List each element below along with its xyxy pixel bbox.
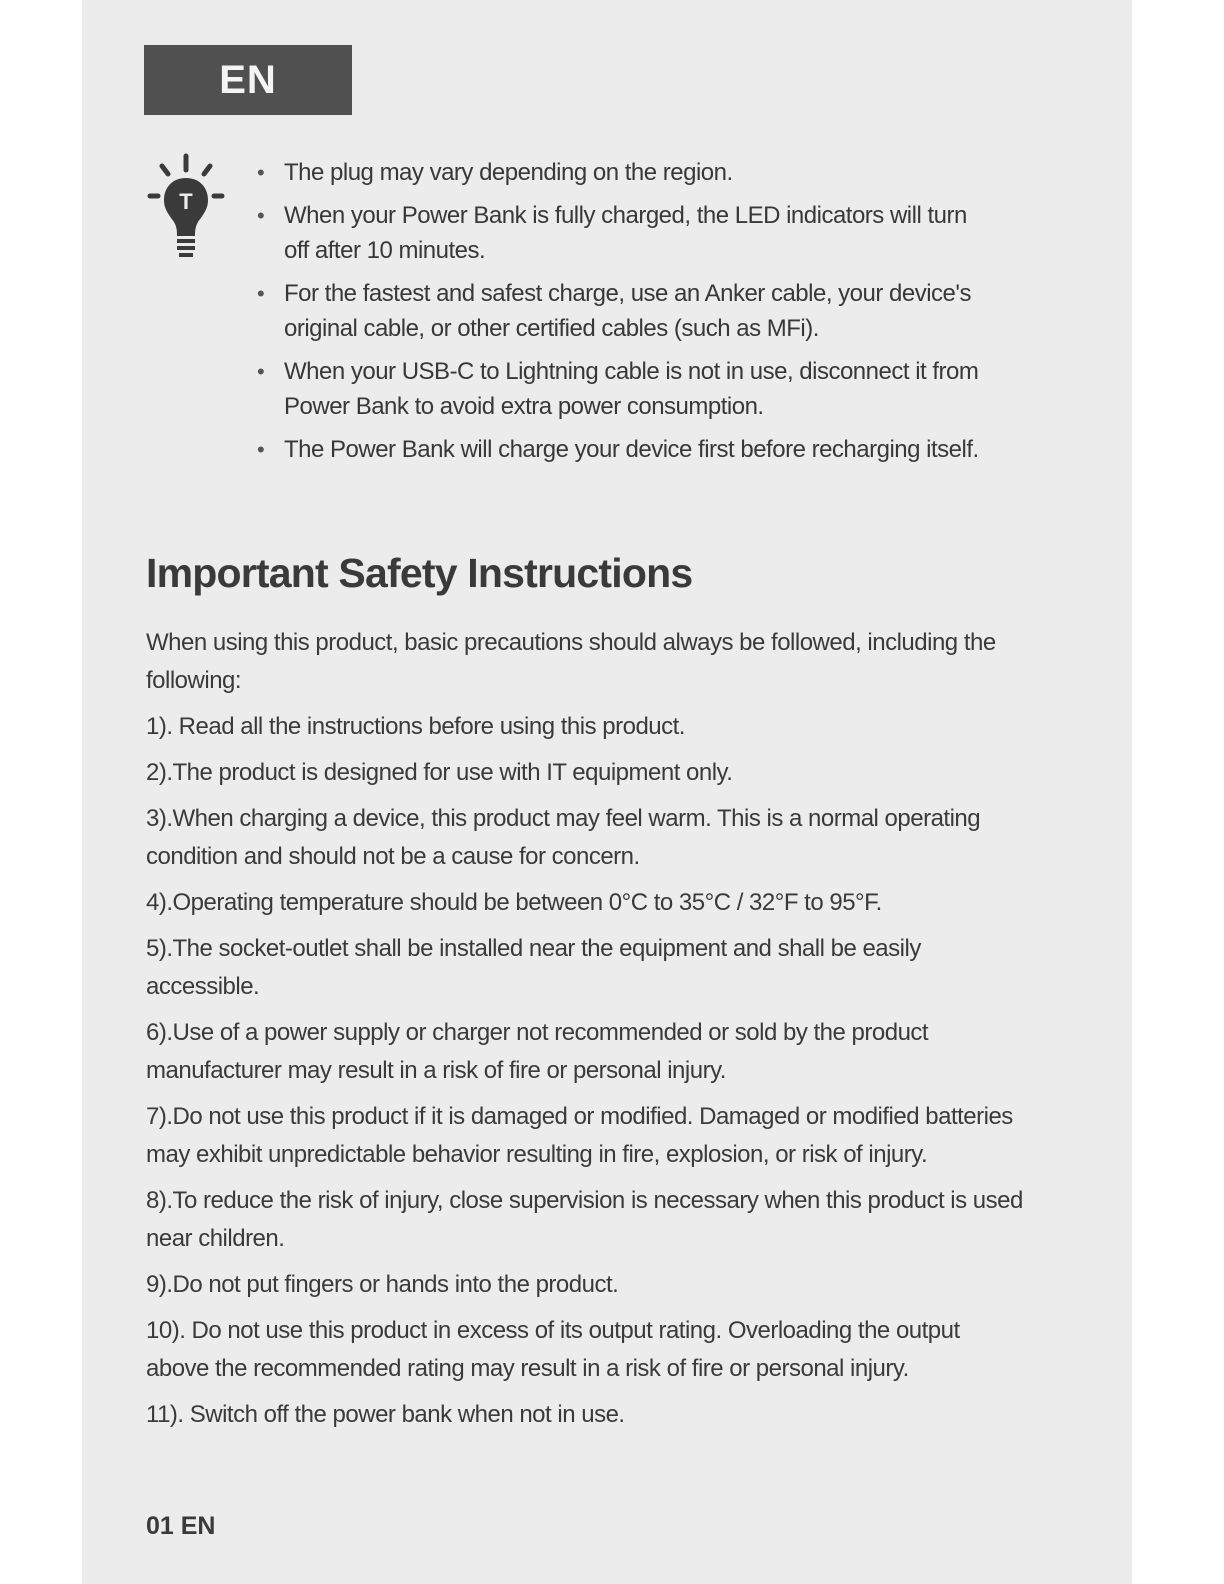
tips-list (257, 155, 997, 475)
safety-item: 8).To reduce the risk of injury, close supervision is necessary when this product is used near children. (146, 1187, 1023, 1252)
tip-item (257, 432, 997, 467)
safety-item: 6).Use of a power supply or charger not recommended or sold by the product manufacturer may result in a risk of fire or personal injury. (146, 1019, 929, 1084)
safety-item: 5).The socket-outlet shall be installed near the equipment and shall be easily accessible. (146, 935, 921, 1000)
manual-page (82, 0, 1132, 1584)
safety-item: 4).Operating temperature should be between 0°C to 35°C / 32°F to 95°F. (146, 889, 882, 916)
tip-text: When your Power Bank is fully charged, the LED indicators will turn off after 10 minutes. (284, 202, 967, 264)
safety-item: 7).Do not use this product if it is damaged or modified. Damaged or modified batteries may exhibit unpredictable behavior resulting in fire, explosion, or risk of injury. (146, 1103, 1013, 1168)
safety-item: 1). Read all the instructions before using this product. (146, 713, 685, 740)
safety-item: 9).Do not put fingers or hands into the product. (146, 1271, 619, 1298)
tip-text: For the fastest and safest charge, use an Anker cable, your device's original cable, or other certified cables (such as MFi). (284, 280, 971, 342)
bullet-icon: • (257, 203, 265, 228)
tip-text: The plug may vary depending on the region. (284, 159, 733, 186)
tip-icon-letter: T (179, 189, 193, 214)
tip-item (257, 155, 997, 190)
bullet-icon: • (257, 437, 265, 462)
language-badge (144, 45, 352, 115)
language-badge-label: EN (219, 57, 277, 102)
tip-item (257, 354, 997, 424)
safety-title: Important Safety Instructions (146, 550, 693, 596)
safety-intro: When using this product, basic precautions should always be followed, including the following: (146, 629, 996, 694)
tip-item (257, 198, 997, 268)
safety-item: 10). Do not use this product in excess of its output rating. Overloading the output above the recommended rating may result in a risk of fire or personal injury. (146, 1317, 960, 1382)
tip-text: When your USB-C to Lightning cable is not in use, disconnect it from Power Bank to avoid extra power consumption. (284, 358, 979, 420)
bullet-icon: • (257, 281, 265, 306)
lightbulb-tip-icon (146, 150, 226, 265)
safety-body (146, 624, 1026, 1442)
safety-list (146, 708, 1026, 1434)
safety-item: 11). Switch off the power bank when not in use. (146, 1401, 625, 1428)
safety-item: 3).When charging a device, this product may feel warm. This is a normal operating condition and should not be a cause for concern. (146, 805, 981, 870)
tip-text: The Power Bank will charge your device first before recharging itself. (284, 436, 979, 463)
bullet-icon: • (257, 359, 265, 384)
safety-item: 2).The product is designed for use with IT equipment only. (146, 759, 733, 786)
tip-item (257, 276, 997, 346)
bullet-icon: • (257, 160, 265, 185)
page-number: 01 EN (146, 1512, 216, 1540)
